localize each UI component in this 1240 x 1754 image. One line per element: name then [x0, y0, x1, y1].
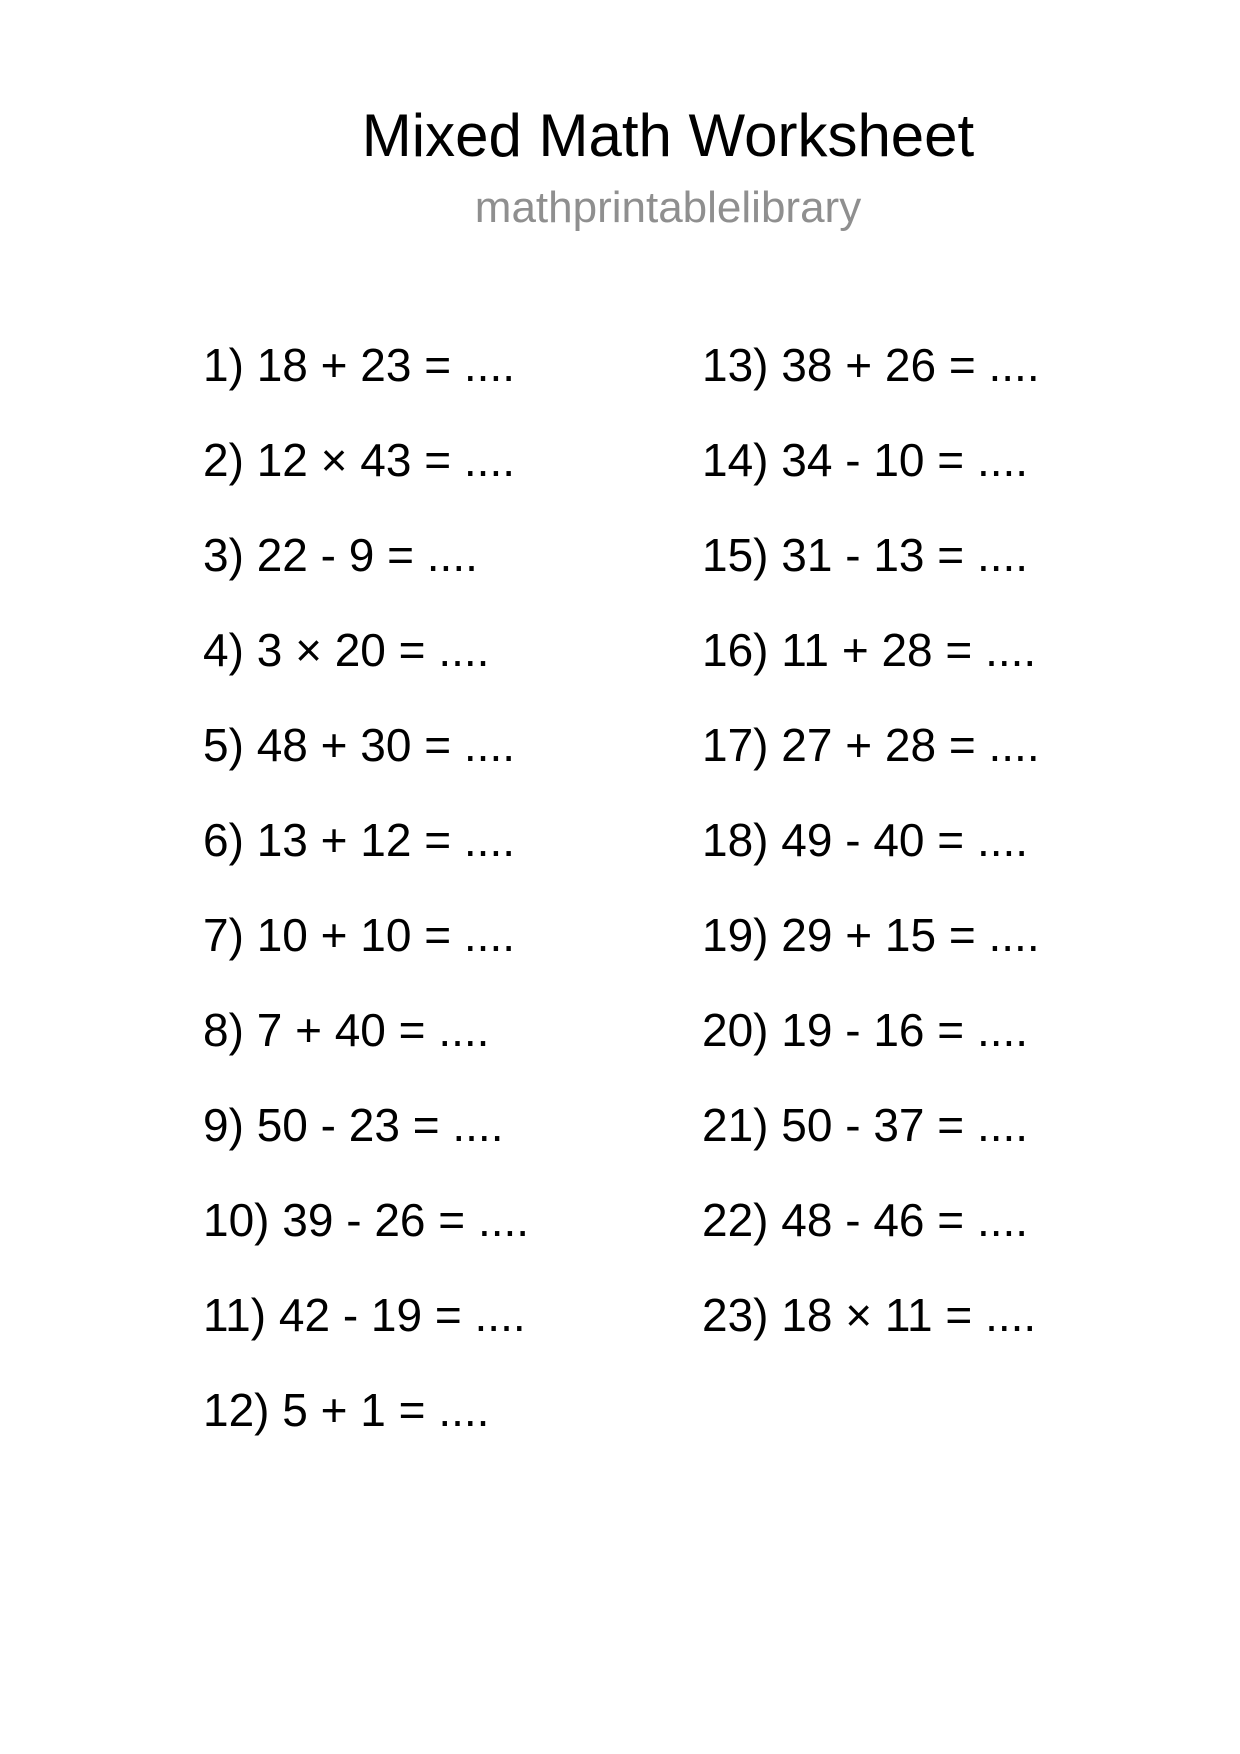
problem-operator: - [845, 1004, 861, 1056]
problem-row [203, 1194, 530, 1246]
problem-operator: + [320, 719, 348, 771]
problem-operand1: 31 [781, 529, 833, 581]
problem-number: 21) [702, 1099, 769, 1151]
problem-row [702, 1004, 1040, 1056]
problem-operand1: 7 [256, 1004, 283, 1056]
problem-operand1: 50 [256, 1099, 308, 1151]
problem-operand1: 10 [256, 909, 308, 961]
problem-operand2: 28 [884, 719, 937, 771]
problem-number: 6) [203, 814, 244, 866]
problem-number: 19) [702, 909, 769, 961]
problem-operand1: 12 [256, 434, 308, 486]
problem-operator: - [845, 1194, 861, 1246]
problems-column-left [203, 339, 530, 1482]
problem-operator: - [320, 529, 336, 581]
problem-row [702, 529, 1040, 581]
problem-operator: - [320, 1099, 336, 1151]
problem-equals: = [937, 1099, 965, 1151]
problem-operand1: 18 [256, 339, 308, 391]
problem-operand2: 23 [360, 339, 412, 391]
problem-row [203, 1384, 529, 1436]
problem-operand1: 11 [781, 624, 830, 676]
problem-answer-dots: .... [976, 1004, 1029, 1056]
problem-operand2: 15 [884, 909, 937, 961]
problem-row [702, 909, 1040, 961]
problem-equals: = [434, 1289, 462, 1341]
problem-equals: = [937, 1004, 965, 1056]
page-title: Mixed Math Worksheet [361, 102, 975, 169]
problem-row [702, 814, 1040, 866]
problem-operand2: 43 [360, 434, 412, 486]
problem-operand1: 29 [781, 909, 833, 961]
problem-number: 13) [702, 339, 769, 391]
problem-operator: - [845, 434, 861, 486]
problem-number: 4) [203, 624, 244, 676]
problem-operator: - [845, 814, 861, 866]
problem-operand1: 27 [781, 719, 833, 771]
problem-number: 7) [203, 909, 244, 961]
problem-row [203, 1289, 529, 1341]
problem-operator: + [320, 814, 348, 866]
problem-answer-dots: .... [988, 339, 1040, 391]
problem-operand1: 42 [278, 1289, 331, 1341]
problem-operator: + [845, 339, 873, 391]
problem-operator: + [845, 719, 873, 771]
problem-answer-dots: .... [463, 814, 516, 866]
problem-row [203, 624, 529, 676]
problem-number: 12) [203, 1384, 270, 1436]
problem-operand1: 50 [781, 1099, 833, 1151]
problem-operator: + [295, 1004, 322, 1056]
problem-row [702, 434, 1040, 486]
problem-number: 2) [203, 434, 244, 486]
problem-number: 23) [702, 1289, 769, 1341]
problem-row [702, 1194, 1040, 1246]
problem-equals: = [948, 909, 976, 961]
problem-equals: = [424, 909, 452, 961]
problem-number: 11) [203, 1289, 267, 1341]
problem-operand2: 37 [873, 1099, 925, 1151]
problem-answer-dots: .... [976, 434, 1029, 486]
problem-row [702, 719, 1040, 771]
problem-operand1: 38 [781, 339, 833, 391]
problem-operand1: 48 [256, 719, 308, 771]
problem-row [702, 339, 1040, 391]
problem-row [702, 1099, 1040, 1151]
problem-equals: = [937, 1194, 965, 1246]
problem-operator: - [845, 1099, 861, 1151]
problem-equals: = [424, 719, 452, 771]
problem-answer-dots: .... [463, 719, 516, 771]
problem-answer-dots: .... [463, 434, 516, 486]
problem-operator: × [295, 624, 322, 676]
problem-operator: + [320, 1384, 348, 1436]
problem-operand2: 46 [873, 1194, 925, 1246]
page-subtitle: mathprintablelibrary [474, 183, 862, 232]
problem-operand1: 48 [781, 1194, 833, 1246]
problems-column-right [702, 339, 1040, 1387]
problem-operand2: 9 [348, 529, 375, 581]
problem-answer-dots: .... [452, 1099, 504, 1151]
problem-operand1: 39 [282, 1194, 334, 1246]
problem-operator: - [845, 529, 861, 581]
problem-operand2: 40 [873, 814, 925, 866]
problem-equals: = [398, 1004, 426, 1056]
problem-number: 16) [702, 624, 769, 676]
problem-operator: + [845, 909, 873, 961]
problem-number: 10) [203, 1194, 270, 1246]
worksheet-header [98, 102, 1238, 232]
problem-operand2: 40 [334, 1004, 386, 1056]
problem-equals: = [945, 624, 973, 676]
problem-operator: + [841, 624, 869, 676]
problem-equals: = [945, 1289, 973, 1341]
problem-operand1: 3 [256, 624, 283, 676]
problem-answer-dots: .... [477, 1194, 530, 1246]
problem-operand2: 10 [360, 909, 412, 961]
problem-equals: = [948, 339, 976, 391]
problem-row [203, 719, 529, 771]
problem-operand1: 22 [256, 529, 308, 581]
problem-operand2: 11 [884, 1289, 933, 1341]
problem-answer-dots: .... [474, 1289, 526, 1341]
problem-operand2: 20 [334, 624, 386, 676]
problem-operand2: 28 [881, 624, 933, 676]
problem-operator: + [320, 339, 348, 391]
problem-operand2: 30 [360, 719, 412, 771]
problem-answer-dots: .... [438, 1004, 490, 1056]
problem-operand2: 26 [374, 1194, 426, 1246]
problem-answer-dots: .... [985, 1289, 1037, 1341]
problem-answer-dots: .... [438, 1384, 490, 1436]
problem-operand2: 10 [873, 434, 925, 486]
problem-operator: - [342, 1289, 359, 1341]
problem-number: 18) [702, 814, 769, 866]
problem-operand2: 26 [884, 339, 937, 391]
problem-operand2: 23 [348, 1099, 400, 1151]
problem-answer-dots: .... [438, 624, 490, 676]
problem-equals: = [424, 434, 452, 486]
problem-answer-dots: .... [976, 1099, 1029, 1151]
problem-operand1: 19 [781, 1004, 833, 1056]
problem-row [702, 624, 1040, 676]
problem-operator: × [845, 1289, 873, 1341]
problem-equals: = [398, 624, 426, 676]
problem-equals: = [937, 529, 965, 581]
problem-operand1: 34 [781, 434, 833, 486]
problem-number: 9) [203, 1099, 244, 1151]
problem-equals: = [948, 719, 976, 771]
problem-number: 3) [203, 529, 244, 581]
problem-answer-dots: .... [463, 909, 516, 961]
problem-row [203, 339, 529, 391]
problem-answer-dots: .... [985, 624, 1037, 676]
problem-operand2: 19 [370, 1289, 423, 1341]
problem-number: 1) [203, 339, 244, 391]
problem-answer-dots: .... [976, 814, 1029, 866]
problem-number: 22) [702, 1194, 769, 1246]
problem-operand1: 49 [781, 814, 833, 866]
problem-operand1: 18 [781, 1289, 833, 1341]
problem-operand1: 5 [282, 1384, 308, 1436]
problem-answer-dots: .... [988, 909, 1040, 961]
problem-equals: = [424, 339, 452, 391]
problem-number: 17) [702, 719, 769, 771]
problem-operand2: 13 [873, 529, 925, 581]
problem-row [203, 909, 529, 961]
problem-equals: = [937, 434, 965, 486]
problem-equals: = [412, 1099, 440, 1151]
problem-number: 14) [702, 434, 769, 486]
problem-number: 8) [203, 1004, 244, 1056]
problem-operand2: 1 [360, 1384, 386, 1436]
problem-equals: = [398, 1384, 426, 1436]
problem-operand1: 13 [256, 814, 308, 866]
problem-operator: - [346, 1194, 362, 1246]
problem-row [203, 814, 529, 866]
problem-equals: = [438, 1194, 466, 1246]
problem-operand2: 16 [873, 1004, 925, 1056]
problem-operand2: 12 [360, 814, 412, 866]
problem-row [203, 529, 529, 581]
problem-number: 5) [203, 719, 244, 771]
problem-answer-dots: .... [976, 529, 1029, 581]
problem-answer-dots: .... [976, 1194, 1029, 1246]
problem-equals: = [937, 814, 965, 866]
problem-number: 20) [702, 1004, 769, 1056]
problem-equals: = [424, 814, 452, 866]
problem-row [203, 1099, 529, 1151]
problem-row [702, 1289, 1040, 1341]
problem-answer-dots: .... [463, 339, 516, 391]
problem-operator: × [320, 434, 348, 486]
problem-row [203, 434, 529, 486]
problem-answer-dots: .... [426, 529, 478, 581]
problem-equals: = [387, 529, 414, 581]
problem-number: 15) [702, 529, 769, 581]
problem-row [203, 1004, 529, 1056]
problem-operator: + [320, 909, 348, 961]
problem-answer-dots: .... [988, 719, 1040, 771]
